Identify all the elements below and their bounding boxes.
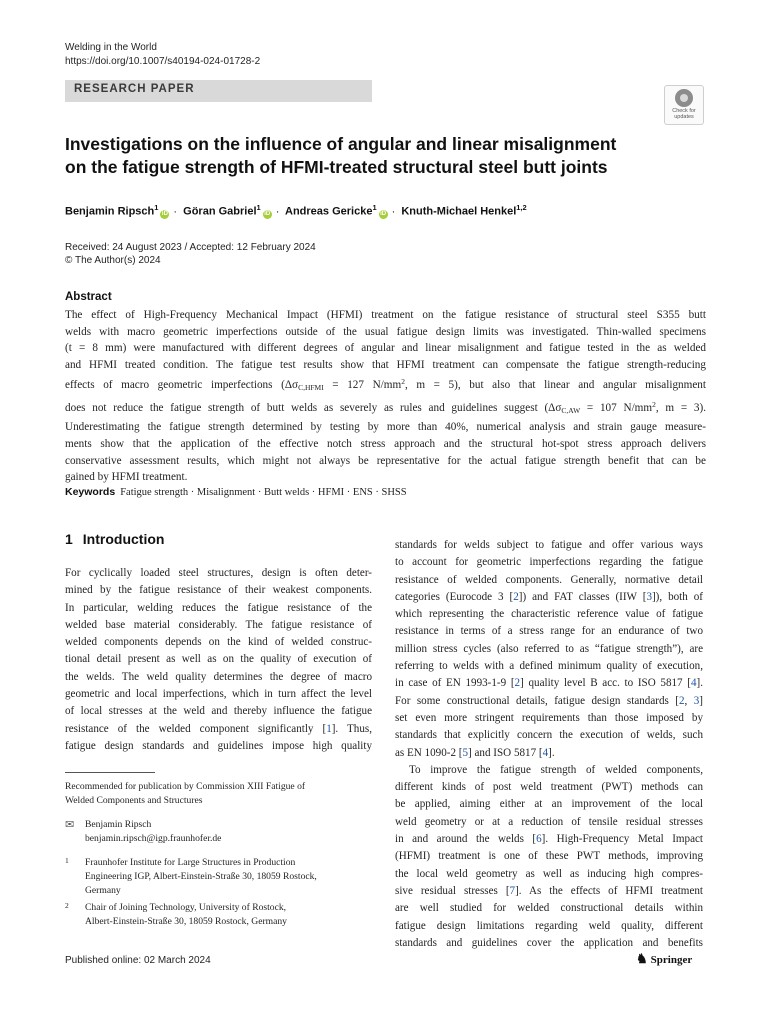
footnote-rule — [65, 772, 155, 773]
copyright: © The Author(s) 2024 — [65, 255, 161, 266]
keywords-label: Keywords — [65, 486, 116, 498]
check-updates-icon — [675, 89, 693, 107]
author-name[interactable]: Knuth-Michael Henkel — [401, 205, 517, 218]
keywords-list: Fatigue strength · Misalignment · Butt welds · HFMI · ENS · SHSS — [120, 487, 407, 498]
citation-link[interactable]: 6 — [536, 833, 542, 846]
citation-link[interactable]: 2 — [513, 590, 519, 603]
author-name[interactable]: Göran Gabriel — [183, 205, 257, 218]
corresponding-author — [65, 818, 221, 846]
journal-name: Welding in the World — [65, 42, 157, 53]
citation-link[interactable]: 5 — [462, 746, 469, 759]
springer-horse-icon: ♞ — [636, 951, 648, 966]
citation-link[interactable]: 3 — [646, 590, 652, 603]
citation-link[interactable]: 7 — [509, 884, 516, 897]
citation-link[interactable]: 4 — [690, 677, 697, 690]
article-title: Investigations on the influence of angular and linear misalignment on the fatigue strength of HFMI-treated structural steel butt joints — [65, 134, 617, 177]
body-left-column: For cyclically loaded steel structures, design is often deter- mined by the fatigue resistance of their weakest components. In particular, welding reduces the fatigue resistance of the welded base material considerably. The fatigue resistance of welded components depends on the kind of welded construc- tional detail present as well as on the quality of execution of the welds. The weld quality determines the degree of macro geometric and local imperfections, which in turn affect the level of local stresses at the weld and thereby influence the fatigue resistance of the welded component significantly [1]. Thus, fatigue design standards and guidelines impose high quality — [65, 567, 372, 752]
article-type-banner — [65, 80, 372, 102]
article-type-label: RESEARCH PAPER — [74, 83, 195, 95]
abstract-heading: Abstract — [65, 291, 112, 303]
orcid-icon[interactable]: iD — [264, 210, 271, 217]
orcid-icon[interactable]: iD — [161, 210, 168, 217]
published-online: Published online: 02 March 2024 — [65, 955, 211, 966]
publication-dates — [65, 241, 316, 267]
corresponding-email[interactable]: benjamin.ripsch@igp.fraunhofer.de — [85, 833, 222, 844]
publisher-logo: ♞ Springer — [636, 951, 693, 966]
orcid-icon[interactable]: iD — [380, 210, 387, 217]
body-right-column: standards for welds subject to fatigue and offer various ways to account for geometric imperfections regarding the fatigue resistance of welded components. Generally, normative detail categories (Eurocode 3 [2]) and FAT classes (IIW [3]), both of which representing the characteristic reference value of fatigue resistance in terms of a stress range for an endurance of two million stress cycles (also referred to as “fatigue strength”), are referring to welds with a defined minimum quality of execution, in case of EN 1993-1-9 [2] quality level B acc. to ISO 5817 [4]. For some constructional details, fatigue design standards [2, 3] set even more stringent requirements than those imposed by standards that explicitly concern the execution of welds, such as EN 1090-2 [5] and ISO 5817 [4]. To improve the fatigue strength of welded components, different kinds of post weld treatment (PWT) methods can be applied, aiming either at an improvement of the local weld geometry or at a reduction of tensile residual stresses in and around the welds [6]. High-Frequency Metal Impact (HFMI) treatment is one of these PWT methods, improving the local weld geometry as well as inducing high compres- sive residual stresses [7]. As the effects of HFMI treatment are well studied for welded constructional details within fatigue design limitations regarding weld quality, different standards and guidelines cover the application and benefits — [395, 539, 703, 949]
affiliation-2: 2 Chair of Joining Technology, University of Rostock, Albert-Einstein-Straße 30, 18059 Rostock, Germany — [65, 901, 287, 927]
author-name[interactable]: Andreas Gericke — [285, 205, 373, 218]
author-list: Benjamin Ripsch$^1$iD · Göran Gabriel$^1$iD · Andreas Gericke$^1$iD · Knuth-Michael Henkel$^{1,2}$ — [65, 203, 527, 218]
citation-link[interactable]: 4 — [542, 746, 549, 759]
recommendation-note: Recommended for publication by Commission XIII Fatigue of Welded Components and Structures — [65, 781, 306, 806]
keywords — [65, 486, 407, 498]
doi-link[interactable]: https://doi.org/10.1007/s40194-024-01728-2 — [65, 56, 261, 67]
citation-link[interactable]: 1 — [326, 722, 332, 735]
envelope-icon: ✉ — [65, 819, 75, 831]
citation-link[interactable]: 2 — [678, 694, 685, 707]
abstract-body: The effect of High-Frequency Mechanical Impact (HFMI) treatment on the fatigue resistance of structural steel S355 butt welds with macro geometric imperfections outside of the usual fatigue design limits was investigated. Thin-walled specimens (t = 8 mm) were manufactured with different degrees of angular and linear misalignment and fatigue tested in the as welded and HFMI treated condition. The fatigue test results show that HFMI treatment can compensate the fatigue strength-reducing effects of macro geometric imperfections ($\Delta\sigma_{C,HFMI} = 127$ $N/mm^2$, m = 5), but also that linear and angular misalignment does not reduce the fatigue strength of butt welds as severely as rules and guidelines suggest ($\Delta\sigma_{C,AW} = 107$ $N/mm^2$, m = 3). Underestimating the fatigue strength determined by testing by more than 40%, numerical analysis and strain gauge measure- ments show that the application of the effective notch stress approach and the structural hot-spot stress approach delivers conservative assessment results, which might not always be representative for the actual fatigue strength benefit that can be gained by HFMI treatment. — [65, 309, 706, 484]
affiliation-1: 1 Fraunhofer Institute for Large Structures in Production Engineering IGP, Albert-Einstein-Straße 30, 18059 Rostock, Germany — [65, 856, 317, 896]
check-for-updates-badge[interactable]: Check for updates — [664, 85, 704, 125]
journal-header — [65, 41, 260, 69]
citation-link[interactable]: 3 — [693, 694, 700, 707]
corresponding-name: Benjamin Ripsch — [85, 819, 152, 830]
received-accepted: Received: 24 August 2023 / Accepted: 12 February 2024 — [65, 242, 316, 253]
citation-link[interactable]: 2 — [514, 677, 521, 690]
author-name[interactable]: Benjamin Ripsch — [65, 205, 155, 218]
section-heading: 1 Introduction — [65, 531, 165, 547]
